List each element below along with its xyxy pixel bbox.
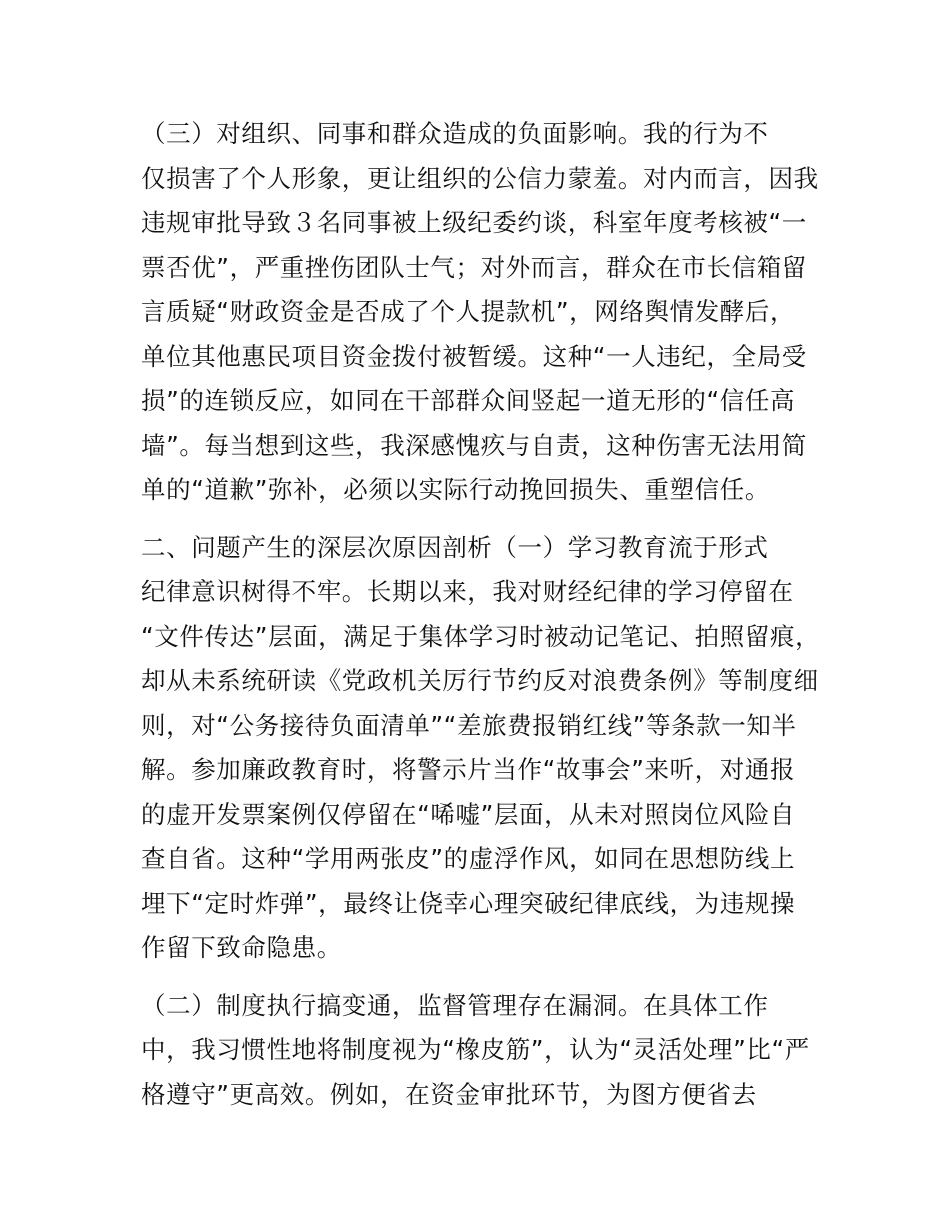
text-line: 中，我习惯性地将制度视为“橡皮筋”，认为“灵活处理”比“严 [141, 1035, 810, 1064]
text-line: 言质疑“财政资金是否成了个人提款机”，网络舆情发酵后， [141, 297, 796, 326]
document-body [141, 112, 831, 1117]
text-line: 二、问题产生的深层次原因剖析（一）学习教育流于形式 [141, 532, 769, 562]
text-line: （二）制度执行搞变通，监督管理存在漏洞。在具体工作 [141, 990, 769, 1020]
text-line: 埋下“定时炸弹”，最终让侥幸心理突破纪律底线，为违规操 [141, 888, 796, 918]
text-line: 仅损害了个人形象，更让组织的公信力蒙羞。对内而言，因我 [141, 163, 819, 193]
paragraph-negative-impact [141, 112, 831, 513]
text-line: 解。参加廉政教育时，将警示片当作“故事会”来听，对通报 [141, 755, 796, 784]
text-line: 单位其他惠民项目资金拨付被暂缓。这种“一人违纪，全局受 [141, 341, 807, 371]
text-line: 却从未系统研读《党政机关厉行节约反对浪费条例》等制度细 [141, 666, 819, 695]
paragraph-gap [141, 971, 831, 984]
paragraph-root-cause-study [141, 526, 831, 971]
text-line: 单的“道歉”弥补，必须以实际行动挽回损失、重塑信任。 [141, 475, 770, 504]
text-line: 的虚开发票案例仅停留在“唏嘘”层面，从未对照岗位风险自 [141, 799, 796, 829]
text-line: “文件传达”层面，满足于集体学习时被动记笔记、拍照留痕， [141, 621, 821, 651]
text-line: 纪律意识树得不牢。长期以来，我对财经纪律的学习停留在 [141, 577, 794, 606]
paragraph-gap [141, 513, 831, 526]
text-line: 损”的连锁反应，如同在干部群众间竖起一道无形的“信任高 [141, 386, 796, 415]
text-line: 违规审批导致３名同事被上级纪委约谈，科室年度考核被“一 [141, 208, 807, 237]
text-line: 则，对“公务接待负面清单”“差旅费报销红线”等条款一知半 [141, 710, 797, 740]
text-line: 查自省。这种“学用两张皮”的虚浮作风，如同在思想防线上 [141, 844, 796, 873]
text-line: 格遵守”更高效。例如，在资金审批环节，为图方便省去 [141, 1079, 757, 1109]
text-line: （三）对组织、同事和群众造成的负面影响。我的行为不 [141, 119, 769, 148]
text-line: 票否优”，严重挫伤团队士气；对外而言，群众在市长信箱留 [141, 252, 807, 282]
paragraph-system-execution [141, 984, 831, 1118]
text-line: 作留下致命隐患。 [141, 933, 342, 962]
text-line: 墙”。每当想到这些，我深感愧疚与自责，这种伤害无法用简 [141, 430, 807, 460]
